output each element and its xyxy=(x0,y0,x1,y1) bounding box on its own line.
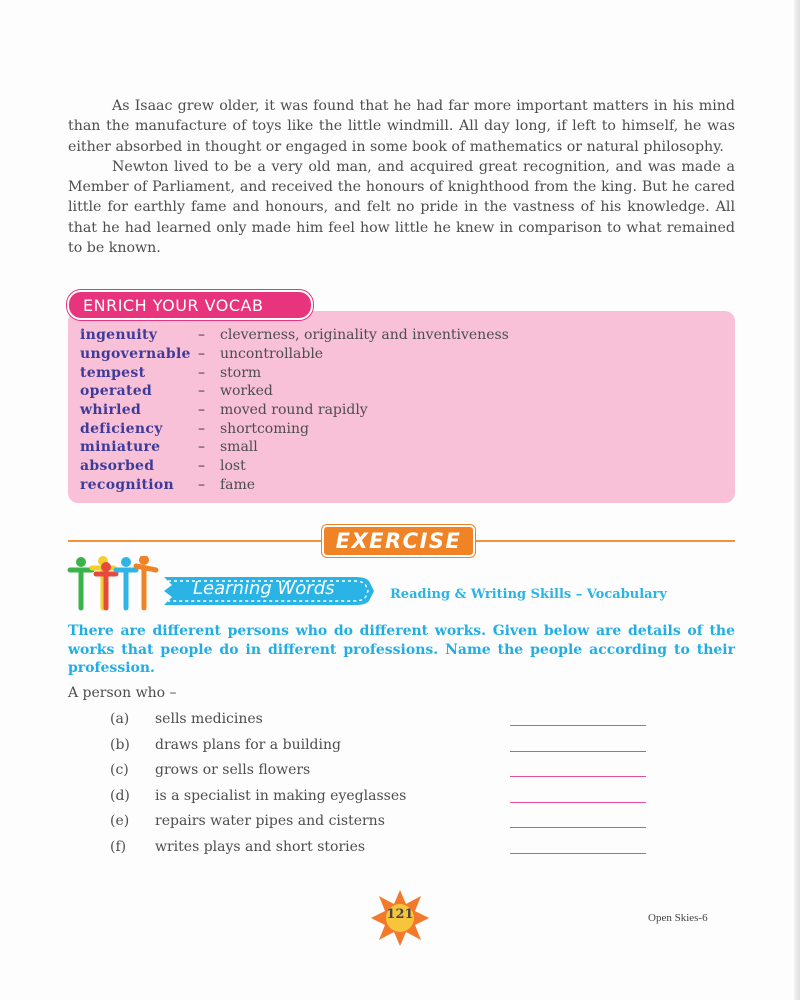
answer-blank[interactable] xyxy=(510,751,646,752)
answer-blank[interactable] xyxy=(510,827,646,828)
vocab-word: deficiency xyxy=(80,420,163,437)
vocab-meaning: lost xyxy=(220,458,246,475)
question-row xyxy=(110,811,650,837)
answer-blank[interactable] xyxy=(510,776,646,777)
vocab-word: operated xyxy=(80,383,153,400)
vocab-dash: – xyxy=(198,346,205,363)
vocab-dash: – xyxy=(198,402,205,419)
vocab-meaning: uncontrollable xyxy=(220,346,324,363)
vocab-meaning: shortcoming xyxy=(220,420,309,437)
passage xyxy=(68,96,735,258)
vocab-meaning: moved round rapidly xyxy=(220,402,368,419)
vocab-row xyxy=(80,326,680,345)
vocab-word: absorbed xyxy=(80,458,155,475)
question-text: writes plays and short stories xyxy=(155,838,366,855)
page-number: 121 xyxy=(386,907,414,922)
vocab-word: tempest xyxy=(80,364,146,381)
exercise-instruction: There are different persons who do different works. Given below are details of the works that people do in different professions. Name the people according to their profession. xyxy=(68,623,735,677)
question-letter: (b) xyxy=(110,736,130,753)
question-row xyxy=(110,735,650,761)
vocab-meaning: storm xyxy=(220,364,262,381)
question-text: sells medicines xyxy=(155,711,263,727)
question-row xyxy=(110,837,650,863)
vocab-row xyxy=(80,345,680,364)
vocab-meaning: cleverness, originality and inventiveness xyxy=(220,327,509,344)
section-title: Learning Words xyxy=(193,578,335,599)
vocab-dash: – xyxy=(198,364,205,381)
vocab-row xyxy=(80,363,680,382)
section-subtitle: Reading & Writing Skills – Vocabulary xyxy=(390,587,667,602)
question-letter: (f) xyxy=(110,838,127,855)
vocab-dash: – xyxy=(198,476,205,493)
vocab-dash: – xyxy=(198,383,205,400)
passage-paragraph-1: As Isaac grew older, it was found that he had far more important matters in his mind than the manufacture of toys like the little windmill. All day long, if left to himself, he was either absorbed in thought or engaged in some book of mathematics or natural philosophy. xyxy=(68,98,735,155)
question-letter: (c) xyxy=(110,762,129,779)
vocab-row xyxy=(80,419,680,438)
answer-blank[interactable] xyxy=(510,725,646,726)
exercise-badge-label: EXERCISE xyxy=(335,529,462,553)
vocab-word: recognition xyxy=(80,476,175,493)
page-edge xyxy=(794,0,800,1000)
vocab-row xyxy=(80,476,680,495)
question-text: grows or sells flowers xyxy=(155,762,311,779)
vocab-dash: – xyxy=(198,420,205,437)
vocab-meaning: worked xyxy=(220,383,273,400)
question-row xyxy=(110,760,650,786)
vocab-dash: – xyxy=(198,458,205,475)
vocab-dash: – xyxy=(198,327,205,344)
vocab-word: ungovernable xyxy=(80,346,191,363)
vocab-meaning: small xyxy=(220,439,258,456)
people-group-icon xyxy=(66,556,162,614)
vocab-dash: – xyxy=(198,439,205,456)
book-title: Open Skies-6 xyxy=(648,912,708,924)
vocab-word: ingenuity xyxy=(80,327,158,344)
question-text: repairs water pipes and cisterns xyxy=(155,813,385,830)
vocab-meaning: fame xyxy=(220,476,256,493)
vocab-heading-tab xyxy=(67,290,313,320)
vocab-list xyxy=(80,326,680,494)
question-letter: (d) xyxy=(110,787,130,804)
vocab-word: whirled xyxy=(80,402,142,419)
question-text: is a specialist in making eyeglasses xyxy=(155,787,407,804)
vocab-row xyxy=(80,438,680,457)
question-text: draws plans for a building xyxy=(155,736,341,753)
answer-blank[interactable] xyxy=(510,802,646,803)
vocab-row xyxy=(80,457,680,476)
question-lead: A person who – xyxy=(68,685,177,701)
question-row xyxy=(110,786,650,812)
question-letter: (a) xyxy=(110,711,130,727)
vocab-heading: ENRICH YOUR VOCAB xyxy=(83,296,264,315)
question-letter: (e) xyxy=(110,813,130,830)
vocab-row xyxy=(80,401,680,420)
vocab-row xyxy=(80,382,680,401)
answer-blank[interactable] xyxy=(510,853,646,854)
exercise-badge xyxy=(322,525,475,557)
question-list xyxy=(110,709,650,863)
passage-paragraph-2: Newton lived to be a very old man, and acquired great recognition, and was made a Member of Parliament, and received the honours of knighthood from the king. But he cared little for earthly fame and honours, and felt no pride in the vastness of his knowledge. All that he had learned only made him feel how little he knew in comparison to what remained to be known. xyxy=(68,158,735,257)
vocab-word: miniature xyxy=(80,439,161,456)
question-row xyxy=(110,709,650,735)
